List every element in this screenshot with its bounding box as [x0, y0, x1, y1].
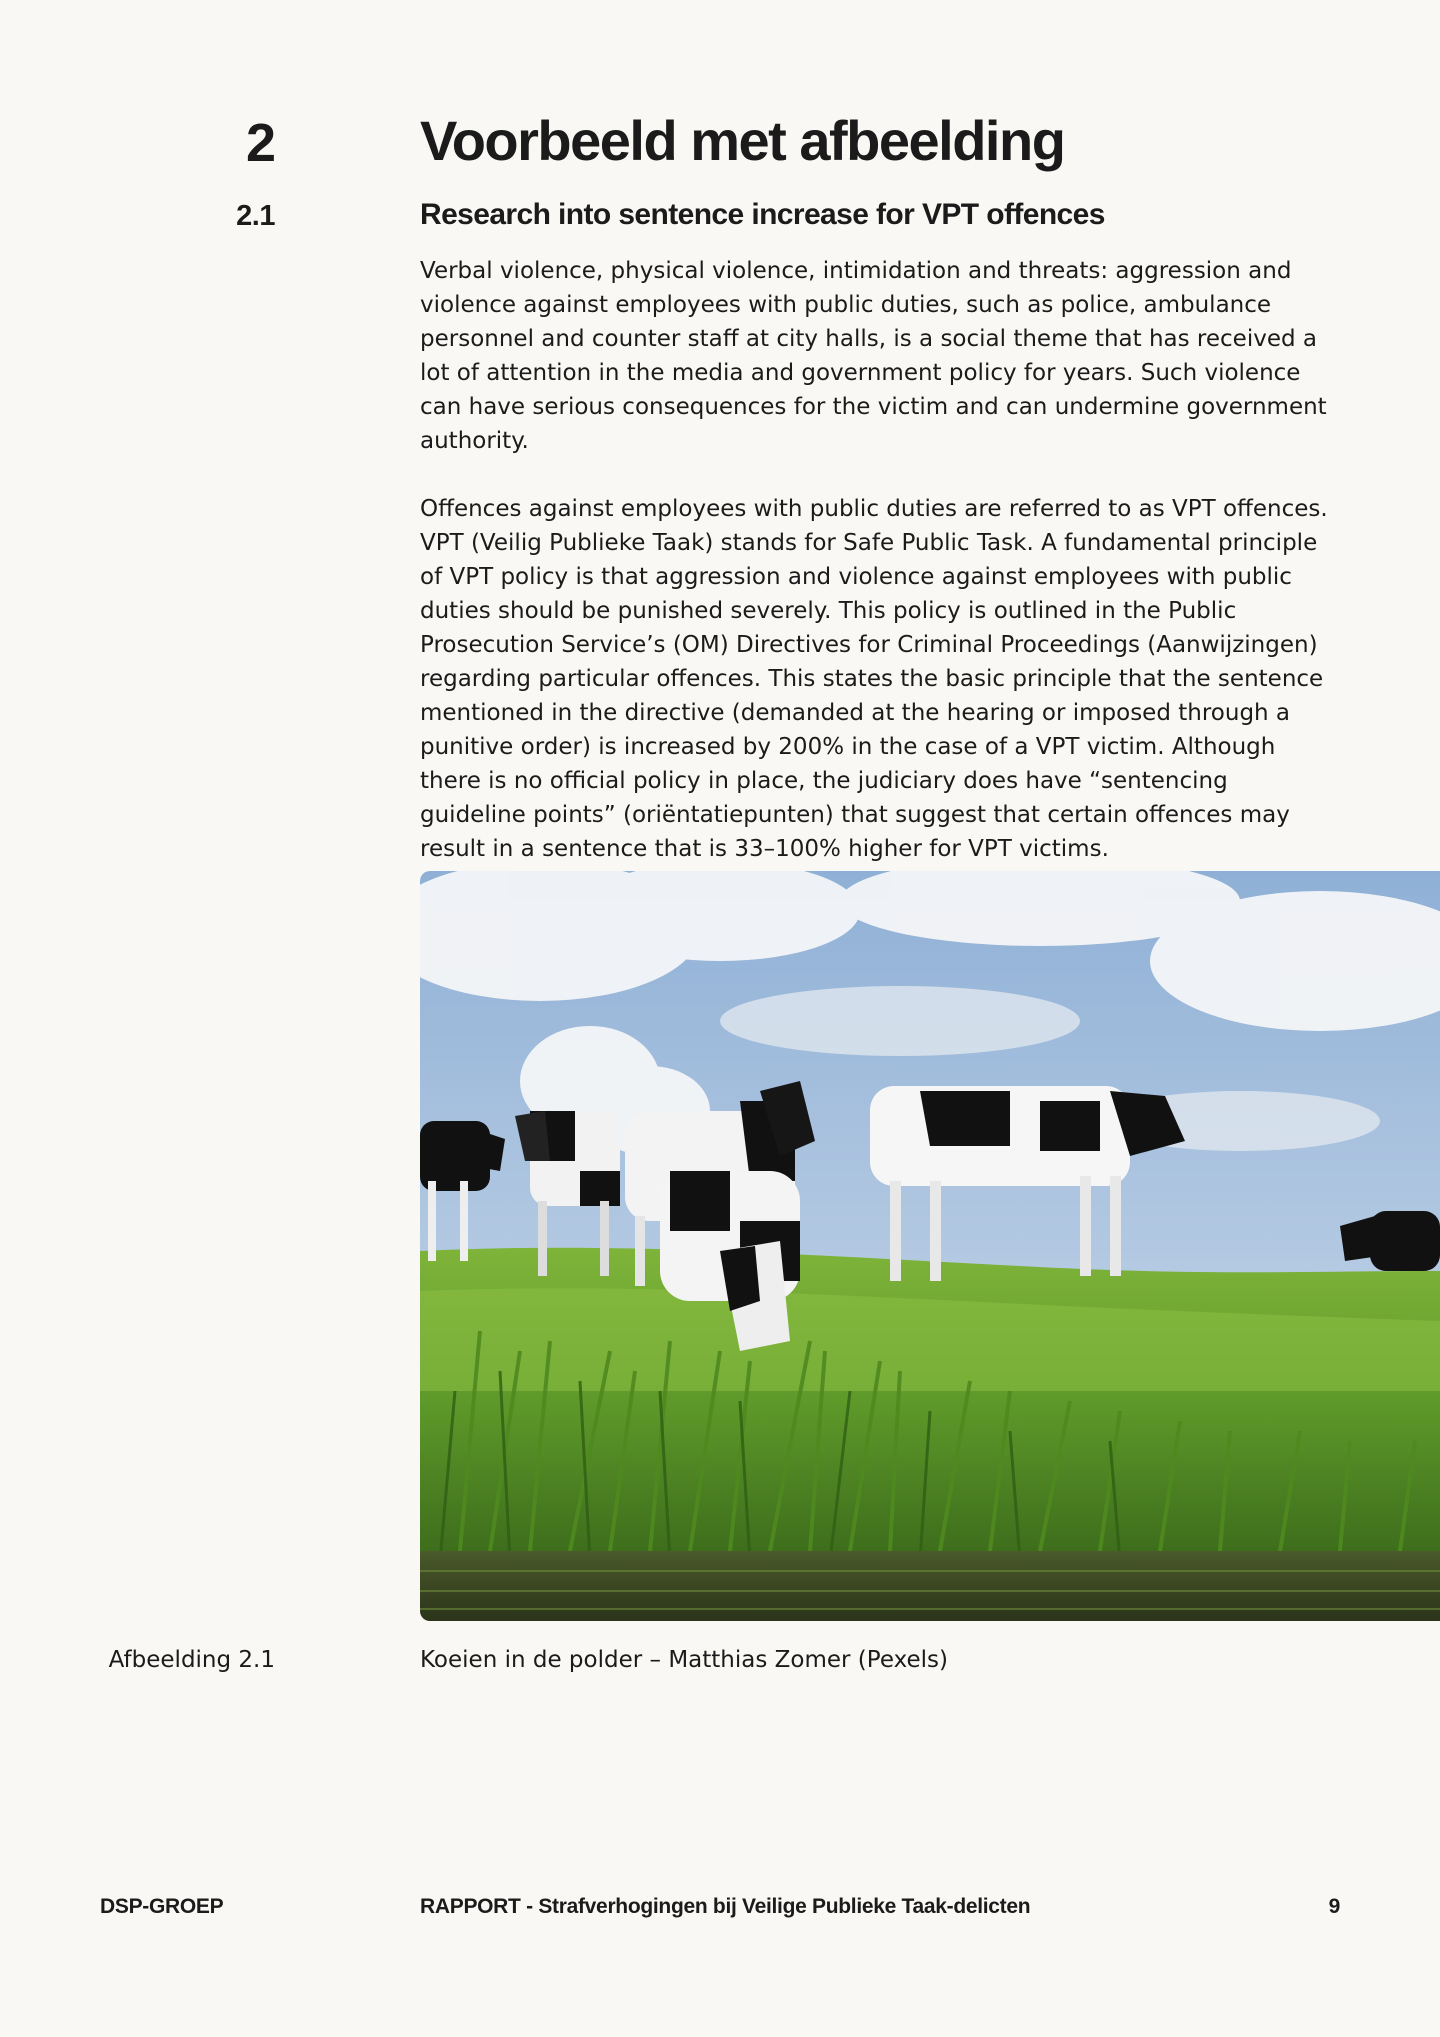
figure-caption: Koeien in de polder – Matthias Zomer (Pexels): [420, 1647, 948, 1673]
section-title: Research into sentence increase for VPT offences: [420, 198, 1105, 231]
paragraph: Verbal violence, physical violence, intimidation and threats: aggression and violence against employees with public duties, such as police, ambulance personnel and counter staff at city halls, is a social theme that has received a lot of attention in the media and government policy for years. Such violence can have serious consequences for the victim and can undermine government authority.: [420, 258, 1327, 454]
chapter-number: 2: [245, 113, 275, 173]
cows-in-polder-image: [420, 871, 1440, 1621]
footer-report-title: RAPPORT - Strafverhogingen bij Veilige Publieke Taak-delicten: [420, 1895, 1031, 1918]
figure-label: Afbeelding 2.1: [108, 1647, 275, 1673]
section-number: 2.1: [236, 200, 275, 232]
page-number: 9: [1328, 1895, 1340, 1918]
footer-organization: DSP-GROEP: [100, 1895, 224, 1918]
figure-photo-cows: [420, 871, 1440, 1621]
chapter-title: Voorbeeld met afbeelding: [420, 109, 1065, 172]
paragraph: Offences against employees with public duties are referred to as VPT offences. VPT (Veilig Publieke Taak) stands for Safe Public Task. A fundamental principle of VPT policy is that aggression and violence against employees with public duties should be punished severely. This policy is outlined in the Public Prosecution Service’s (OM) Directives for Criminal Proceedings (Aanwijzingen) regarding particular offences. This states the basic principle that the sentence mentioned in the directive (demanded at the hearing or imposed through a punitive order) is increased by 200% in the case of a VPT victim. Although there is no official policy in place, the judiciary does have “sentencing guideline points” (oriëntatiepunten) that suggest that certain offences may result in a sentence that is 33–100% higher for VPT victims.: [420, 496, 1328, 862]
body-text: [420, 254, 1340, 900]
